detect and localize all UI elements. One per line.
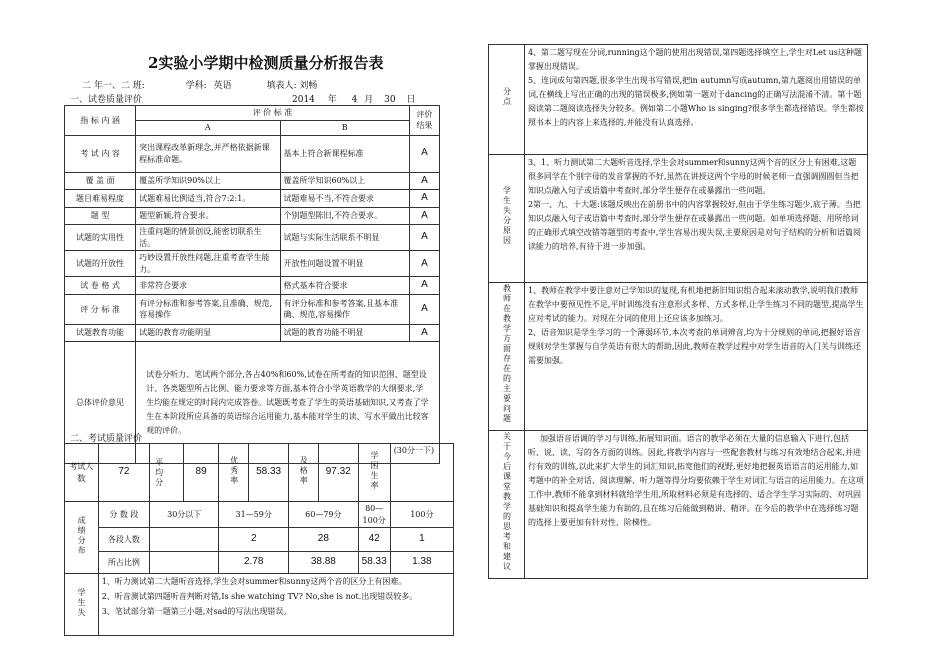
people-label: 各段人数 <box>98 528 149 552</box>
table-row <box>65 135 440 172</box>
ratio-value: 1.38 <box>390 552 453 574</box>
standard-b: 覆盖所学知识60%以上 <box>280 172 409 190</box>
page-title: 2实验小学期中检测质量分析报告表 <box>148 54 384 72</box>
indicator-name: 题目难易程度 <box>65 190 136 208</box>
ratio-value: 2.78 <box>219 552 289 574</box>
indicator-name: 评 分 标 准 <box>65 294 136 324</box>
date-year-unit: 年 <box>327 95 337 105</box>
subject-value: 英语 <box>213 81 232 91</box>
score-point-text <box>524 45 867 155</box>
people-row <box>65 528 454 552</box>
indicator-name: 试题教育功能 <box>65 324 136 342</box>
result: A <box>409 324 439 342</box>
poor-note: (30分一下) <box>390 444 453 502</box>
score-stats-table <box>64 443 454 636</box>
filler-label: 填表人: <box>266 81 297 91</box>
problem-para: 1、教师在教学中要注意对已学知识的复现,有机地把新旧知识组合起来滚动教学,说明我们教师在教学中要预见性不足,平时训练没有注意形式多样、方式多样,让学生练习不同的题型,提高学生应对考试的能力。对现在分词的使用上还应该多加练习。 <box>527 286 864 323</box>
table-row <box>65 172 440 190</box>
problem-row <box>489 283 868 431</box>
score-point-para: 4、第二题写现在分词,running这个题的使用出现错误,第四题选择填空上,学生对Let us这种题掌握出现错误。 <box>527 48 862 71</box>
analysis-table <box>488 44 868 579</box>
standard-b: 有评分标准和参考答案,且基本准确、规范,容易操作 <box>280 294 409 324</box>
standard-b: 开放性问题设置不明显 <box>280 251 409 277</box>
future-text: 加强语音语调的学习与训练,拓展知识面。语言的教学必须在大量的信息输入下进行,包括听、说、读、写的各方面的训练。因此,将教学内容与一些配套教材与练习有效地结合起来,并进行有效的训练,以此来扩大学生的词汇知识,拓宽他们的视野,更好地把握英语语言的运用能力,如考题中的补全对话、阅读理解、听力题等得分均要依赖于学生对词汇与语言的运用能力。在这项工作中,教师不能拿到材料就给学生用,所取材料必须是有选择的、适合学生学习实际的、对巩固基础知识和提高学生能力有助的,且在练习后能做到精讲、精评。在今后的教学中在选择练习题的选择上要更加有针对性、阶梯性。 <box>524 431 867 579</box>
indicator-name: 试题的开放性 <box>65 251 136 277</box>
segment: 60—79分 <box>289 502 359 528</box>
poor-label: 学困生率 <box>358 444 390 502</box>
table-row <box>65 190 440 208</box>
table-row <box>65 251 440 277</box>
ratio-row <box>65 552 454 574</box>
ratio-value <box>150 552 219 574</box>
standard-a: 巧妙设置开放性问题,注重考查学生能力。 <box>136 251 280 277</box>
ratio-value: 38.88 <box>289 552 359 574</box>
people-count: 28 <box>289 528 359 552</box>
loss-item: 3、笔试部分第一题第三小题,对sad的写法出现错误。 <box>101 606 292 616</box>
section1-title: 一、试卷质量评价 <box>70 95 143 105</box>
loss-row <box>65 574 454 636</box>
score-point-label: 分点 <box>489 45 525 155</box>
count-value: 72 <box>98 444 149 502</box>
score-point-row <box>489 45 868 155</box>
ratio-value: 58.33 <box>358 552 390 574</box>
standard-a: 非常符合要求 <box>136 277 280 295</box>
result: A <box>409 277 439 295</box>
loss-item: 1、听力测试第二大题听音选择,学生会对summer和sunny这两个音的区分上有困难。 <box>101 577 407 587</box>
problem-label: 教师在教学方面存在的主要问题 <box>489 283 525 431</box>
dist-label: 成绩分布 <box>65 502 99 574</box>
date-day-unit: 日 <box>406 95 416 105</box>
result: A <box>409 135 439 172</box>
standard-a: 覆盖所学知识90%以上 <box>136 172 280 190</box>
date-month-unit: 月 <box>364 95 374 105</box>
table-row <box>65 207 440 225</box>
future-label: 关于今后课堂教学的思考和建议 <box>489 431 525 579</box>
table-row <box>65 324 440 342</box>
standard-b: 格式基本符合要求 <box>280 277 409 295</box>
subject-label: 学科: <box>185 81 207 91</box>
avg-label: 平均分 <box>150 444 184 502</box>
ratio-label: 所占比例 <box>98 552 149 574</box>
table-row <box>65 294 440 324</box>
standard-a: 试题难易比例适当,符合7:2:1。 <box>136 190 280 208</box>
filler-value: 刘畅 <box>299 81 318 91</box>
standard-b: 个别题型陈旧,不符合要求。 <box>280 207 409 225</box>
col-b-header: B <box>280 121 409 136</box>
people-count: 42 <box>358 528 390 552</box>
report-header <box>82 78 422 91</box>
standard-b: 基本上符合新课程标准 <box>280 135 409 172</box>
overall-text: 试卷分听力、笔试两个部分,各占40%和60%,试卷在所考查的知识范围、题型设计、各类题型所占比例、能力要求等方面,基本符合小学英语教学的大纲要求,学生均能在规定的时间内完成答卷。试题既考查了学生的英语基础知识,又考查了学生在本阶段所应具备的英语综合运用能力,基本能对学生的读、写水平做出比较客观的评价。 <box>136 342 440 464</box>
table-row <box>65 225 440 251</box>
result: A <box>409 225 439 251</box>
pass-label: 及格率 <box>289 444 319 502</box>
stats-row <box>65 444 454 502</box>
segment: 80—100分 <box>358 502 390 528</box>
reason-label: 学生失分原因 <box>489 155 525 283</box>
section2-title: 二、考试质量评价 <box>70 434 143 444</box>
people-count <box>150 528 219 552</box>
segment: 30分以下 <box>150 502 219 528</box>
indicator-name: 覆 盖 面 <box>65 172 136 190</box>
people-count: 1 <box>390 528 453 552</box>
reason-text <box>524 155 867 283</box>
people-count: 2 <box>219 528 289 552</box>
segment: 31—59分 <box>219 502 289 528</box>
indicator-name: 试题的实用性 <box>65 225 136 251</box>
reason-para: 2第一、九、十大题:该题反映出在前册书中的内容掌握较好,但由于学生练习题少,底子薄。当把知识点融入句子或语篇中考查时,部分学生便存在或暴露出一些问题。如单项选择题、用所给词的正确形式填空改错等题型的考查中,学生容易出现失误,主要原因是对句子结构的分析和语篇阅读能力的培养,有待于进一步加强。 <box>527 200 862 251</box>
avg-value: 89 <box>183 444 219 502</box>
result: A <box>409 251 439 277</box>
standard-b: 试题与实际生活联系不明显 <box>280 225 409 251</box>
count-label: 考试人数 <box>65 444 99 502</box>
report-date <box>292 92 416 105</box>
col-a-header: A <box>136 121 280 136</box>
result: A <box>409 190 439 208</box>
segment-label: 分 数 段 <box>98 502 149 528</box>
indicator-name: 试 卷 格 式 <box>65 277 136 295</box>
table-row <box>65 277 440 295</box>
standard-a: 突出课程改革新理念,并严格依据新课程标准命题。 <box>136 135 280 172</box>
score-point-para: 5、连词成句第四题,很多学生出现书写错误,把in autumn写成autumn,第九题阅出用错误的单词,在横线上写出正确的出现的错误极多,例如第一题对于dancing的正确写法混淆不清。第十题阅读第二题阅读选择失分较多。例如第二小题Who is singing?很多学生都选择错误。学生都按照书本上的内容上来选择的,并能没有认真选择。 <box>527 76 864 127</box>
excellent-value: 58.33 <box>249 444 289 502</box>
date-day: 30 <box>384 95 396 105</box>
future-row <box>489 431 868 579</box>
standard-a: 题型新颖,符合要求。 <box>136 207 280 225</box>
col-result-header: 评价结果 <box>409 106 439 136</box>
standard-a: 注重问题的情景创设,能密切联系生活。 <box>136 225 280 251</box>
col-standard-header: 评 价 标 准 <box>136 106 410 121</box>
date-year: 2014 <box>292 95 315 105</box>
class-label: 二 年一、二 班: <box>82 81 145 91</box>
segment: 100分 <box>390 502 453 528</box>
overall-label: 总体评价意见 <box>65 342 136 464</box>
indicator-name: 题 型 <box>65 207 136 225</box>
exam-quality-table <box>64 105 440 464</box>
loss-item: 2、听音测试第四题听音判断对错,Is she watching TV? No,she is not.出现错误较多。 <box>101 591 418 601</box>
excellent-label: 优秀率 <box>219 444 249 502</box>
standard-b: 试题的教育功能不明显 <box>280 324 409 342</box>
problem-para: 2、语音知识是学生学习的一个薄弱环节,本次考查的单词辨音,均为十分规则的单词,把握好语音规则对学生掌握与自学英语有很大的帮助,因此,教师在教学过程中对学生语音的入门关与训练还需要加强。 <box>527 328 862 365</box>
result: A <box>409 207 439 225</box>
date-month: 4 <box>351 95 358 105</box>
loss-items <box>98 574 453 636</box>
pass-value: 97.32 <box>318 444 358 502</box>
problem-text <box>524 283 867 431</box>
standard-a: 试题的教育功能明显 <box>136 324 280 342</box>
standard-b: 试题难易不当,不符合要求 <box>280 190 409 208</box>
reason-para: 3、1、听力测试第二大题听音选择,学生会对summer和sunny这两个音的区分上有困难,这题很多同学在个别字母的发音掌握的不好,虽然在讲授这两个字母的时候老师一直强调圆圆但当把知识点融入句子或语篇中考查时,部分学生便存在或暴露出一些问题。 <box>527 158 859 195</box>
col-indicator-header: 指 标 内 涵 <box>65 106 136 136</box>
indicator-name: 考 试 内 容 <box>65 135 136 172</box>
result: A <box>409 172 439 190</box>
result: A <box>409 294 439 324</box>
reason-row <box>489 155 868 283</box>
loss-label: 学生失 <box>65 574 99 636</box>
segment-row <box>65 502 454 528</box>
standard-a: 有评分标准和参考答案,且准确、规范,容易操作 <box>136 294 280 324</box>
